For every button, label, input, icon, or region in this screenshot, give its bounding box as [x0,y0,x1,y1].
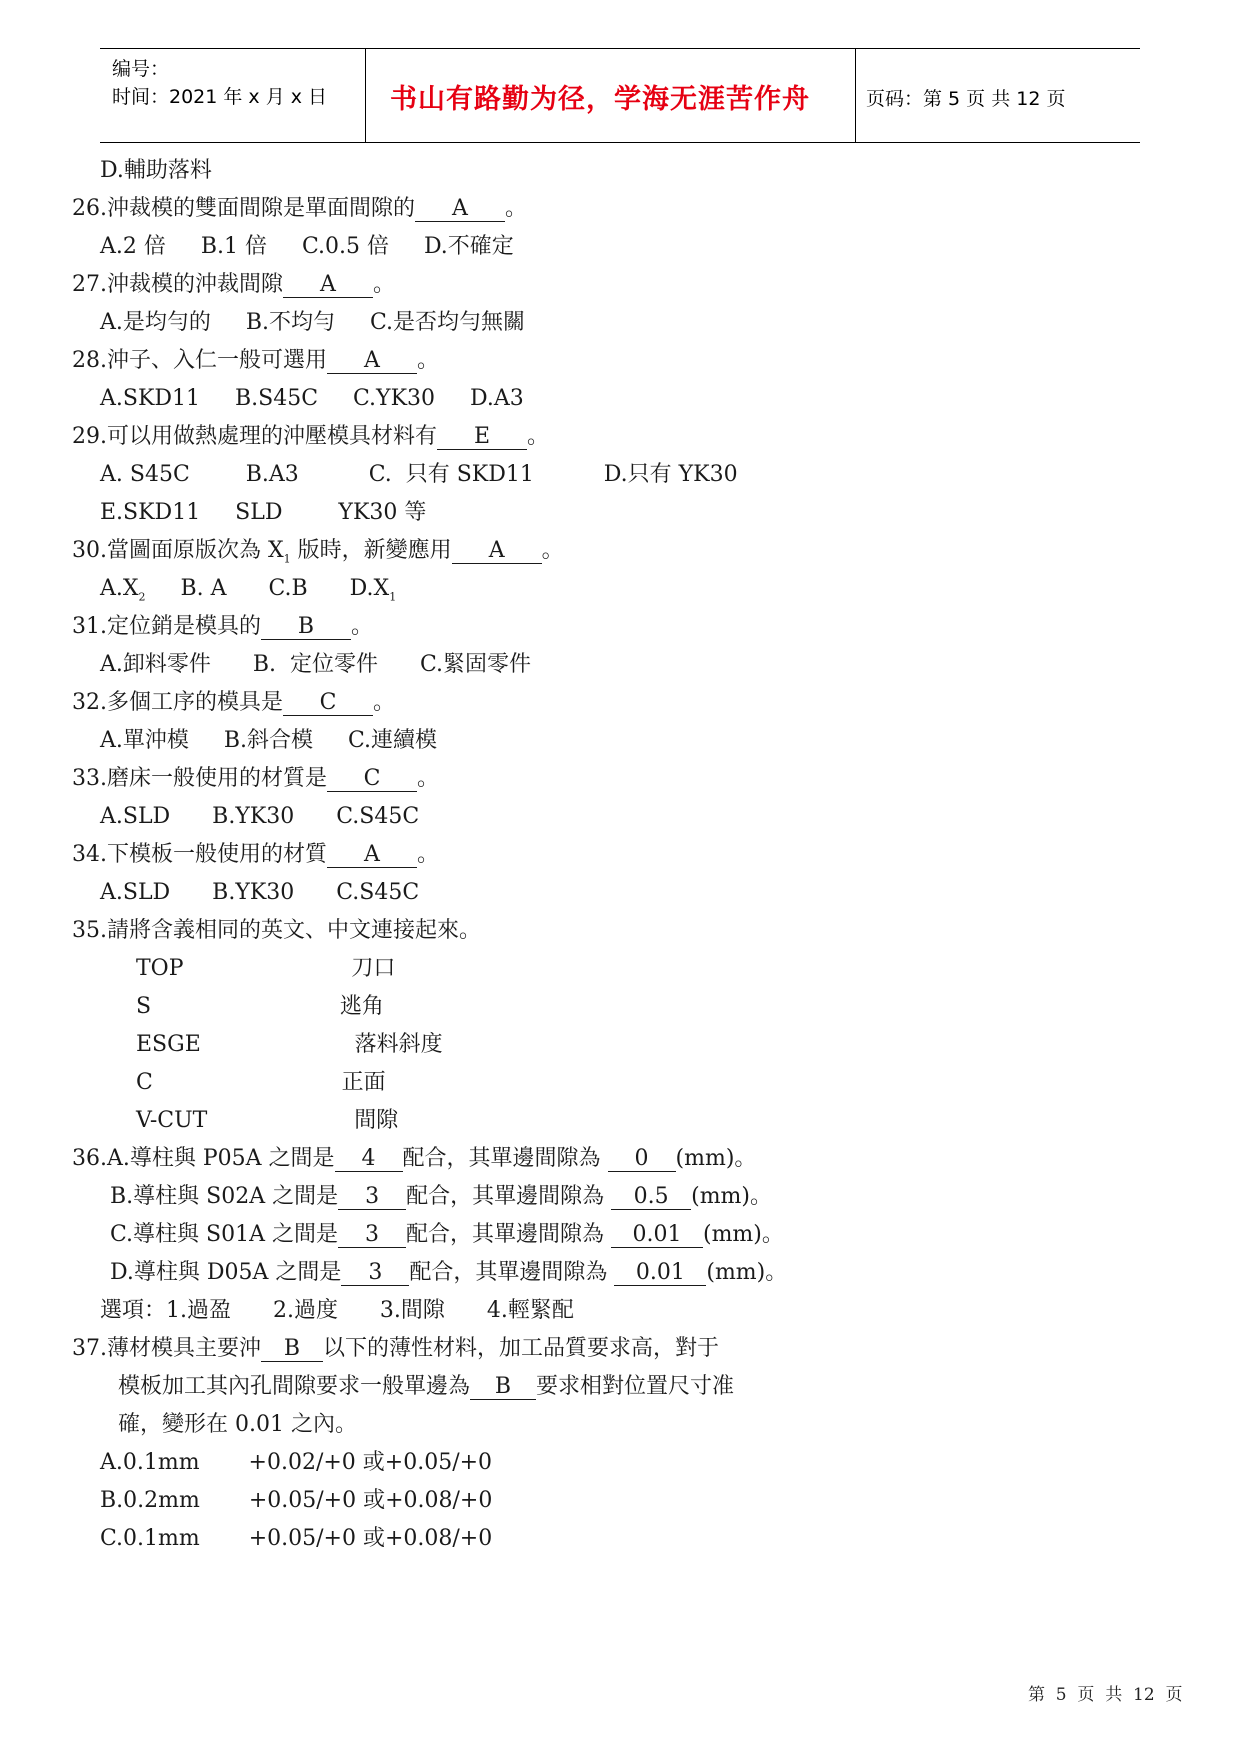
answer-blank: B [261,615,351,640]
line-text: 。 [505,196,528,221]
line-text: 版時，新變應用 [290,538,452,563]
text-line [72,422,549,452]
answer-blank: 3 [341,1261,409,1286]
line-text: B.導柱與 S02A 之間是 [110,1184,339,1209]
answer-blank: A [283,273,373,298]
answer-blank: 4 [335,1147,403,1172]
line-text: (mm)。 [675,1146,757,1171]
text-line [136,1030,443,1060]
line-text: 26.沖裁模的雙面間隙是單面間隙的 [72,196,415,221]
text-line [72,688,395,718]
line-text: 模板加工其內孔間隙要求一般單邊為 [118,1374,471,1399]
answer-blank: C [283,691,373,716]
line-text: 29.可以用做熱處理的沖壓模具材料有 [72,424,437,449]
line-text: 。 [541,538,564,563]
text-line [118,1410,357,1440]
header-left-block [112,55,327,111]
line-text: S 逃角 [136,994,384,1019]
answer-blank: 0 [608,1147,676,1172]
text-line [100,156,212,186]
line-text: 。 [417,348,440,373]
line-text: A.SLD B.YK30 C.S45C [100,880,420,905]
answer-blank: 3 [338,1223,406,1248]
answer-blank: A [415,197,505,222]
text-line [72,916,481,946]
text-line [72,346,439,376]
text-line [100,802,419,832]
answer-blank: B [470,1375,536,1400]
text-line [100,1296,574,1326]
text-line [100,726,437,756]
text-line [110,1182,772,1212]
answer-blank: 3 [338,1185,406,1210]
header-top-rule [100,48,1140,49]
line-text: 。 [373,690,396,715]
text-line [100,232,514,262]
line-text: A.是均勻的 B.不均勻 C.是否均勻無關 [100,310,526,335]
text-line [72,536,564,574]
line-text: 37.薄材模具主要沖 [72,1336,261,1361]
line-text: 。 [373,272,396,297]
line-text: B. A C.B D.X [145,576,390,601]
line-text: (mm)。 [706,1260,788,1285]
line-text: 31.定位銷是模具的 [72,614,261,639]
line-text: 選項：1.過盈 2.過度 3.間隙 4.輕緊配 [100,1298,574,1323]
line-text: V-CUT 間隙 [136,1108,399,1133]
text-line [100,1448,492,1478]
text-line [100,1524,492,1554]
footer-page-number: 第 5 页 共 12 页 [1028,1685,1183,1705]
subscript: 1 [389,590,397,604]
text-line [100,878,419,908]
header-number-label: 编号： [112,58,170,80]
line-text: A.SKD11 B.S45C C.YK30 D.A3 [100,386,524,411]
answer-blank: B [261,1337,323,1362]
line-text: A.0.1mm +0.02/+0 或+0.05/+0 [100,1450,493,1475]
text-line [110,1258,787,1288]
header-time-label: 时间：2021 年 x 月 x 日 [112,86,328,108]
text-line [72,1144,756,1174]
answer-blank: C [327,767,417,792]
line-text: A.卸料零件 B. 定位零件 C.緊固零件 [100,652,531,677]
answer-blank: A [327,843,417,868]
line-text: A.SLD B.YK30 C.S45C [100,804,420,829]
text-line [136,954,395,984]
line-text: C 正面 [136,1070,386,1095]
answer-blank: 0.5 [611,1185,691,1210]
line-text: A.單沖模 B.斜合模 C.連續模 [100,728,438,753]
line-text: A. S45C B.A3 C. 只有 SKD11 D.只有 YK30 [100,462,738,487]
answer-blank: A [327,349,417,374]
line-text: 36.A.導柱與 P05A 之間是 [72,1146,335,1171]
line-text: 以下的薄性材料，加工品質要求高，對于 [323,1336,720,1361]
line-text: 35.請將含義相同的英文、中文連接起來。 [72,918,481,943]
text-line [100,1486,492,1516]
line-text: (mm)。 [691,1184,772,1209]
line-text: B.0.2mm +0.05/+0 或+0.08/+0 [100,1488,493,1513]
line-text: 配合，其單邊間隙為 [402,1146,608,1171]
line-text: 33.磨床一般使用的材質是 [72,766,327,791]
line-text: 27.沖裁模的沖裁間隙 [72,272,283,297]
text-line [100,650,531,680]
line-text: 。 [417,842,440,867]
text-line [72,764,439,794]
line-text: 34.下模板一般使用的材質 [72,842,327,867]
header-page-info: 页码：第 5 页 共 12 页 [866,88,1066,110]
line-text: ESGE 落料斜度 [136,1032,443,1057]
answer-blank: A [452,539,542,564]
answer-blank: E [437,425,527,450]
line-text: C.0.1mm +0.05/+0 或+0.08/+0 [100,1526,493,1551]
text-line [100,384,524,414]
text-line [100,308,525,338]
line-text: 。 [417,766,440,791]
line-text: 。 [351,614,374,639]
line-text: 。 [527,424,550,449]
text-line [72,1334,719,1364]
line-text: C.導柱與 S01A 之間是 [110,1222,338,1247]
subscript: 1 [283,552,291,566]
line-text: 確，變形在 0.01 之內。 [118,1412,357,1437]
text-line [72,612,373,642]
line-text: 32.多個工序的模具是 [72,690,283,715]
line-text: D.導柱與 D05A 之間是 [110,1260,342,1285]
line-text: 28.沖子、入仁一般可選用 [72,348,327,373]
text-line [110,1220,784,1250]
subscript: 2 [138,590,146,604]
line-text: 配合，其單邊間隙為 [406,1184,612,1209]
answer-blank: 0.01 [611,1223,703,1248]
header-divider-right [855,48,856,142]
text-line [72,840,439,870]
text-line [136,1106,398,1136]
line-text: A.X [100,576,139,601]
text-line [100,498,426,528]
text-line [72,270,395,300]
line-text: (mm)。 [702,1222,784,1247]
line-text: E.SKD11 SLD YK30 等 [100,500,427,525]
text-line [100,574,396,612]
text-line [72,194,527,224]
line-text: 要求相對位置尺寸准 [536,1374,735,1399]
header-motto: 书山有路勤为径，学海无涯苦作舟 [390,84,810,115]
text-line [136,992,384,1022]
line-text: 配合，其單邊間隙為 [405,1222,611,1247]
line-text: A.2 倍 B.1 倍 C.0.5 倍 D.不確定 [100,234,514,259]
line-text: 配合，其單邊間隙為 [409,1260,615,1285]
text-line [118,1372,734,1402]
line-text: TOP 刀口 [136,956,396,981]
line-text: D.輔助落料 [100,158,212,183]
header-bottom-rule [100,142,1140,143]
answer-blank: 0.01 [614,1261,706,1286]
header-divider-left [365,48,366,142]
text-line [136,1068,386,1098]
line-text: 30.當圖面原版次為 X [72,538,284,563]
text-line [100,460,738,490]
